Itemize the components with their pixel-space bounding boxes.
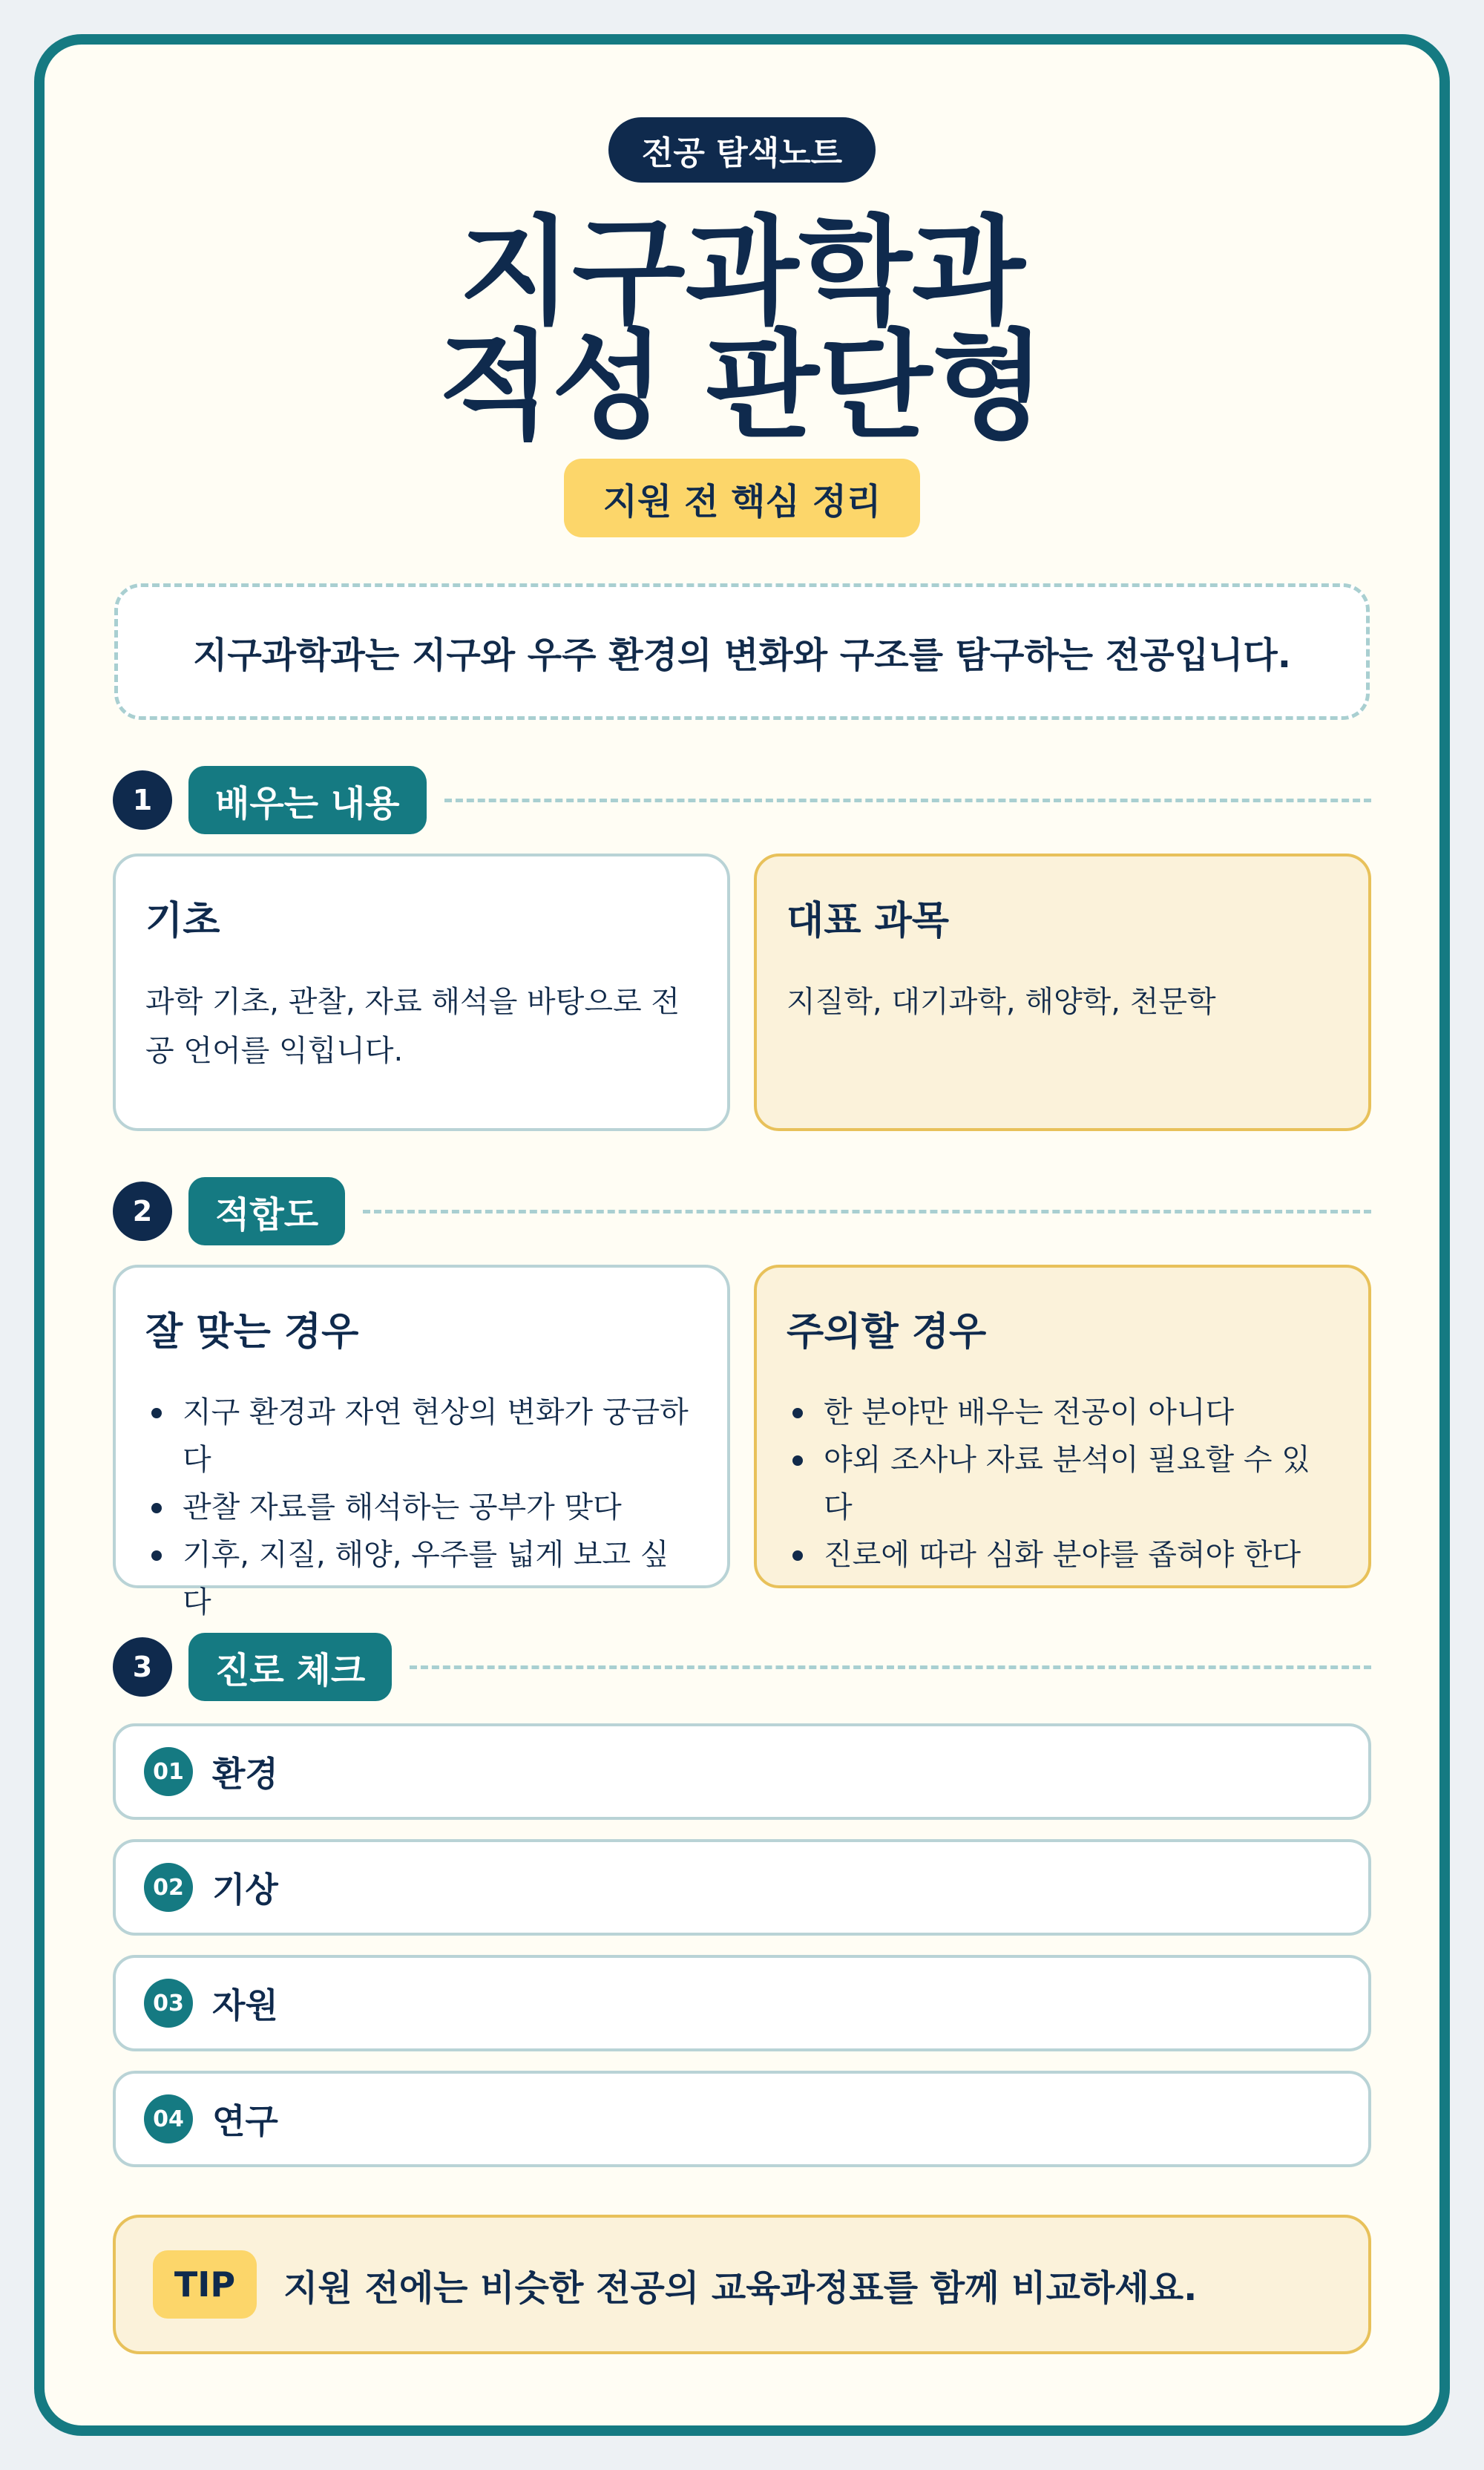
section-number: 2 bbox=[113, 1182, 172, 1241]
box-text: 지질학, 대기과학, 해양학, 천문학 bbox=[787, 985, 1216, 1019]
box-title: 대표 과목 bbox=[787, 899, 950, 943]
row-label: 환경 bbox=[212, 1754, 278, 1794]
row-label: 연구 bbox=[212, 2101, 278, 2141]
list-item: 기후, 지질, 해양, 우주를 넓게 보고 싶다 bbox=[145, 1531, 697, 1626]
intro-box bbox=[114, 583, 1370, 720]
career-row-research bbox=[113, 2071, 1371, 2167]
list-item: 관찰 자료를 해석하는 공부가 맞다 bbox=[145, 1484, 697, 1531]
section-header-career bbox=[113, 1631, 1371, 1703]
section-number: 1 bbox=[113, 770, 172, 830]
box-text: 과학 기초, 관찰, 자료 해석을 바탕으로 전공 언어를 익힙니다. bbox=[145, 985, 680, 1068]
box-title: 기초 bbox=[145, 899, 220, 943]
list-item: 진로에 따라 심화 분야를 좁혀야 한다 bbox=[787, 1531, 1339, 1579]
section-label: 진로 체크 bbox=[188, 1633, 392, 1701]
row-number: 01 bbox=[144, 1747, 193, 1796]
section-divider bbox=[410, 1665, 1371, 1669]
career-row-weather bbox=[113, 1839, 1371, 1936]
list-item: 야외 조사나 자료 분석이 필요할 수 있다 bbox=[787, 1436, 1339, 1531]
intro-text: 지구과학과는 지구와 우주 환경의 변화와 구조를 탐구하는 전공입니다. bbox=[193, 634, 1291, 676]
basics-box bbox=[113, 854, 730, 1131]
list-item: 지구 환경과 자연 현상의 변화가 궁금하다 bbox=[145, 1389, 697, 1484]
row-label: 자원 bbox=[212, 1985, 278, 2025]
caution-list bbox=[787, 1389, 1339, 1579]
row-number: 02 bbox=[144, 1863, 193, 1912]
subjects-box bbox=[754, 854, 1371, 1131]
section-divider bbox=[444, 799, 1371, 802]
section-number: 3 bbox=[113, 1637, 172, 1697]
row-number: 03 bbox=[144, 1979, 193, 2028]
good-fit-box bbox=[113, 1265, 730, 1619]
section-label: 적합도 bbox=[188, 1177, 345, 1245]
box-title: 잘 맞는 경우 bbox=[145, 1310, 359, 1354]
section-header-fit bbox=[113, 1176, 1371, 1247]
career-row-environment bbox=[113, 1723, 1371, 1820]
list-item: 한 분야만 배우는 전공이 아니다 bbox=[787, 1389, 1339, 1436]
tip-badge: TIP bbox=[153, 2250, 257, 2319]
career-row-resources bbox=[113, 1955, 1371, 2051]
section-header-learn bbox=[113, 764, 1371, 836]
row-number: 04 bbox=[144, 2094, 193, 2143]
tip-box bbox=[113, 2215, 1371, 2354]
category-badge: 전공 탐색노트 bbox=[608, 117, 876, 183]
good-fit-list bbox=[145, 1389, 697, 1626]
caution-box bbox=[754, 1265, 1371, 1588]
page-title-line2: 적성 판단형 bbox=[438, 318, 1046, 455]
section-divider bbox=[363, 1210, 1371, 1213]
row-label: 기상 bbox=[212, 1870, 278, 1910]
subtitle-badge: 지원 전 핵심 정리 bbox=[564, 459, 920, 537]
box-title: 주의할 경우 bbox=[787, 1310, 987, 1354]
section-label: 배우는 내용 bbox=[188, 766, 427, 834]
tip-text: 지원 전에는 비슷한 전공의 교육과정표를 함께 비교하세요. bbox=[283, 2267, 1198, 2309]
page-title-line1: 지구과학과 bbox=[459, 204, 1025, 341]
